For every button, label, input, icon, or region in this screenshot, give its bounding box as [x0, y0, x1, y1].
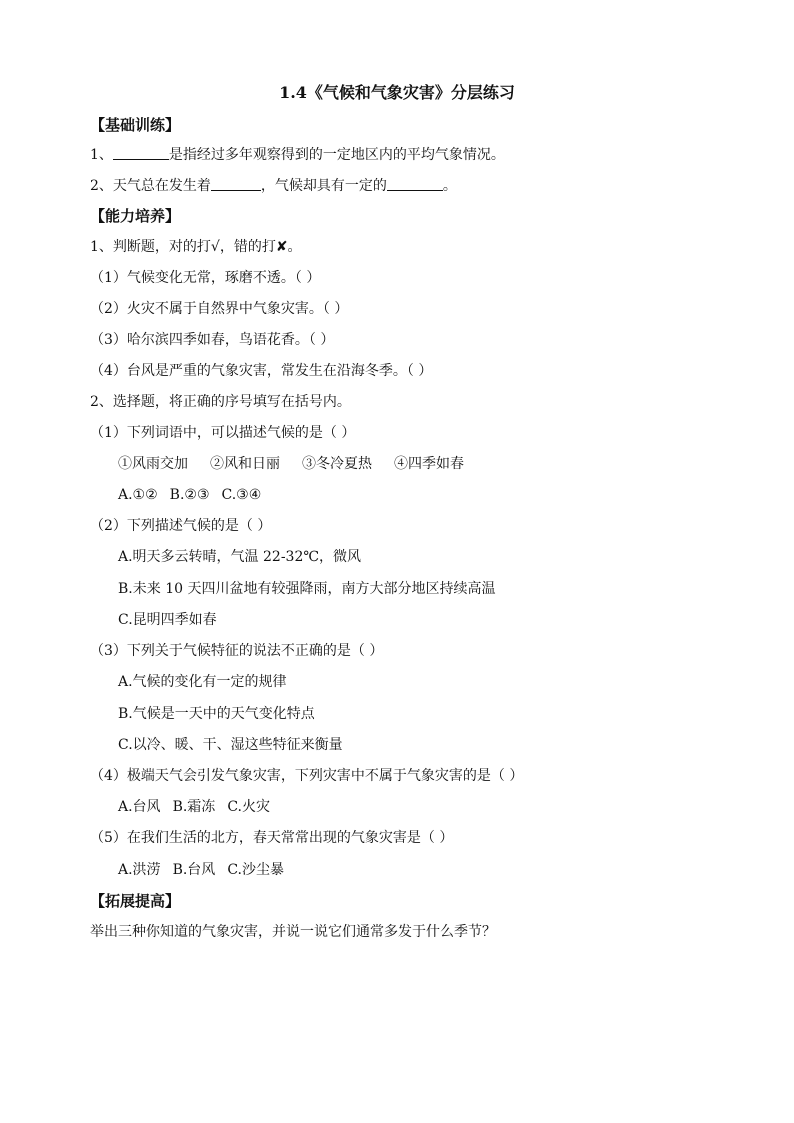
- word-option: ④四季如春: [394, 456, 464, 472]
- choice-5-options: [118, 860, 296, 880]
- judge-item: （3）哈尔滨四季如春，鸟语花香。（ ）: [90, 332, 335, 348]
- choice-3-stem: （3）下列关于气候特征的说法不正确的是（ ）: [90, 643, 384, 659]
- answer-option: B.霜冻: [172, 799, 216, 815]
- answer-blank[interactable]: [387, 176, 443, 191]
- basic-q2-suffix: 。: [442, 178, 457, 194]
- word-option: ②风和日丽: [210, 456, 280, 472]
- choice-1-words: [118, 454, 486, 474]
- extend-question: 举出三种你知道的气象灾害，并说一说它们通常多发于什么季节？: [90, 924, 496, 940]
- basic-q1-prefix: 1、: [90, 147, 113, 163]
- answer-option: A.洪涝: [118, 862, 161, 878]
- answer-option: B.未来 10 天四川盆地有较强降雨，南方大部分地区持续高温: [118, 581, 496, 597]
- basic-question-1: [90, 145, 505, 165]
- answer-option: C.昆明四季如春: [118, 612, 217, 628]
- answer-option: B.台风: [172, 862, 216, 878]
- basic-q2-mid: ，气候却具有一定的: [260, 178, 387, 194]
- section-ability-heading: 【能力培养】: [90, 207, 181, 225]
- choice-4-options: [118, 797, 282, 817]
- judge-item: （4）台风是严重的气象灾害，常发生在沿海冬季。（ ）: [90, 363, 433, 379]
- word-option: ③冬冷夏热: [302, 456, 372, 472]
- choice-5-stem: （5）在我们生活的北方，春天常常出现的气象灾害是（ ）: [90, 830, 454, 846]
- choice-1-options: [118, 485, 273, 505]
- choice-1-stem: （1）下列词语中，可以描述气候的是（ ）: [90, 425, 356, 441]
- section-extend-heading: 【拓展提高】: [90, 892, 181, 910]
- answer-option: C.火灾: [227, 799, 270, 815]
- answer-option: A.①②: [118, 487, 158, 503]
- basic-question-2: [90, 176, 457, 196]
- section-basic-heading: 【基础训练】: [90, 116, 181, 134]
- basic-q2-prefix: 2、天气总在发生着: [90, 178, 211, 194]
- answer-option: A.明天多云转晴，气温 22-32℃，微风: [118, 549, 362, 565]
- answer-option: C.以冷、暖、干、湿这些特征来衡量: [118, 737, 343, 753]
- choice-2-stem: （2）下列描述气候的是（ ）: [90, 518, 272, 534]
- answer-option: A.台风: [118, 799, 161, 815]
- judge-item: （1）气候变化无常，琢磨不透。（ ）: [90, 270, 321, 286]
- answer-option: A.气候的变化有一定的规律: [118, 674, 287, 690]
- answer-option: C.沙尘暴: [227, 862, 284, 878]
- word-option: ①风雨交加: [118, 456, 188, 472]
- judge-item: （2）火灾不属于自然界中气象灾害。（ ）: [90, 301, 349, 317]
- answer-option: B.气候是一天中的天气变化特点: [118, 706, 315, 722]
- answer-blank[interactable]: [211, 176, 261, 191]
- answer-option: B.②③: [169, 487, 210, 503]
- basic-q1-text: 是指经过多年观察得到的一定地区内的平均气象情况。: [168, 147, 505, 163]
- answer-blank[interactable]: [113, 145, 169, 160]
- choice-4-stem: （4）极端天气会引发气象灾害，下列灾害中不属于气象灾害的是（ ）: [90, 768, 524, 784]
- choice-intro: 2、选择题，将正确的序号填写在括号内。: [90, 394, 351, 410]
- judge-intro: 1、判断题，对的打√，错的打✘。: [90, 239, 302, 255]
- answer-option: C.③④: [221, 487, 262, 503]
- worksheet-title: 1.4《气候和气象灾害》分层练习: [279, 83, 515, 102]
